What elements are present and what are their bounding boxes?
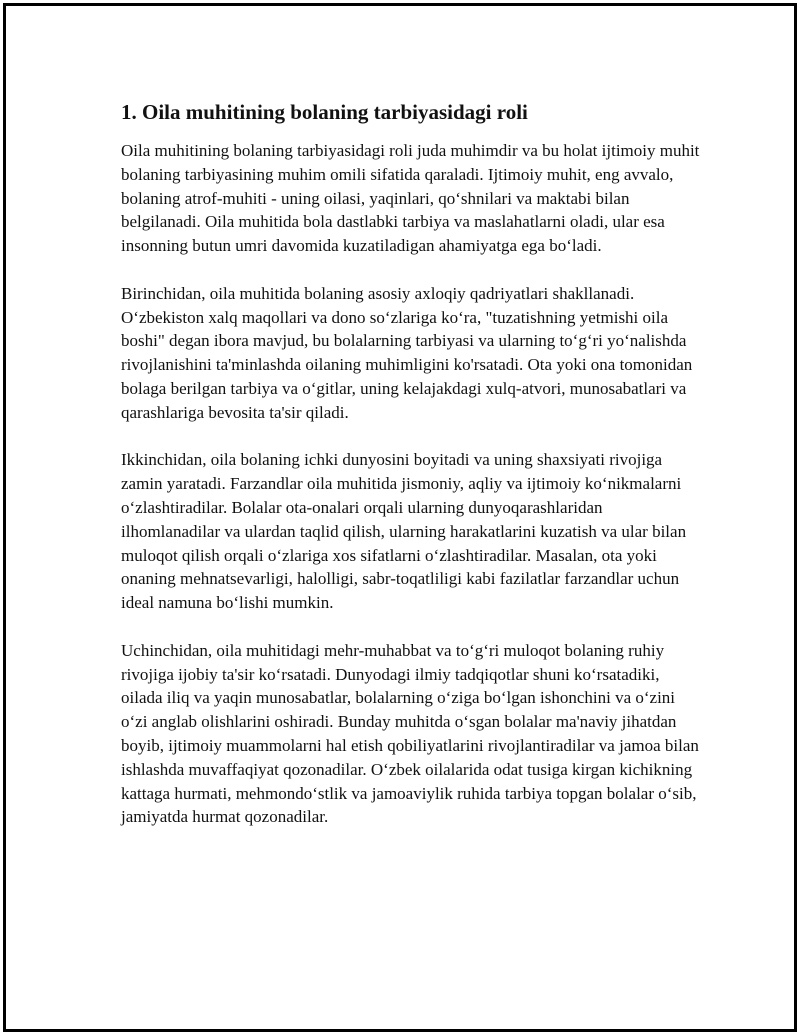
paragraph-third-point: Uchinchidan, oila muhitidagi mehr-muhabbat va to‘g‘ri muloqot bolaning ruhiy rivojiga ijobiy ta'sir ko‘rsatadi. Dunyodagi ilmiy tadqiqotlar shuni ko‘rsatadiki, oilada iliq va yaqin munosabatlar, bolalarning o‘ziga bo‘lgan ishonchini va o‘zini o‘zi anglab olishlarini oshiradi. Bunday muhitda o‘sgan bolalar ma'naviy jihatdan boyib, ijtimoiy muammolarni hal etish qobiliyatlarini rivojlantiradilar va jamoa bilan ishlashda muvaffaqiyat qozonadilar. O‘zbek oilalarida odat tusiga kirgan kichikning kattaga hurmati, mehmondo‘stlik va jamoaviylik ruhida tarbiya topgan bolalar o‘sib, jamiyatda hurmat qozonadilar. <box>121 640 699 827</box>
page-frame <box>3 3 797 1032</box>
section-heading: 1. Oila muhitining bolaning tarbiyasidagi roli <box>121 100 528 124</box>
document-body <box>121 98 701 853</box>
paragraph-second-point: Ikkinchidan, oila bolaning ichki dunyosini boyitadi va uning shaxsiyati rivojiga zamin yaratadi. Farzandlar oila muhitida jismoniy, aqliy va ijtimoiy ko‘nikmalarni o‘zlashtiradilar. Bolalar ota-onalari orqali ularning dunyoqarashlaridan ilhomlanadilar va ulardan taqlid qilish, ularning harakatlarini kuzatish va ular bilan muloqot qilish orqali o‘zlariga xos sifatlarni o‘zlashtiradilar. Masalan, ota yoki onaning mehnatsevarligi, halolligi, sabr-toqatliligi kabi fazilatlar farzandlar uchun ideal namuna bo‘lishi mumkin. <box>121 450 687 613</box>
paragraph-first-point: Birinchidan, oila muhitida bolaning asosiy axloqiy qadriyatlari shakllanadi. O‘zbekiston xalq maqollari va dono so‘zlariga ko‘ra, "tuzatishning yetmishi oila boshi" degan ibora mavjud, bu bolalarning tarbiyasi va ularning to‘g‘ri yo‘nalishda rivojlanishini ta'minlashda oilaning muhimligini ko'rsatadi. Ota yoki ona tomonidan bolaga berilgan tarbiya va o‘gitlar, uning kelajakdagi xulq-atvori, munosabatlari va qarashlariga bevosita ta'sir qiladi. <box>121 283 693 422</box>
paragraph-intro: Oila muhitining bolaning tarbiyasidagi roli juda muhimdir va bu holat ijtimoiy muhit bolaning tarbiyasining muhim omili sifatida qaraladi. Ijtimoiy muhit, eng avvalo, bolaning atrof-muhiti - uning oilasi, yaqinlari, qo‘shnilari va maktabi bilan belgilanadi. Oila muhitida bola dastlabki tarbiya va maslahatlarni oladi, ular esa insonning butun umri davomida kuzatiladigan ahamiyatga ega bo‘ladi. <box>121 141 700 256</box>
